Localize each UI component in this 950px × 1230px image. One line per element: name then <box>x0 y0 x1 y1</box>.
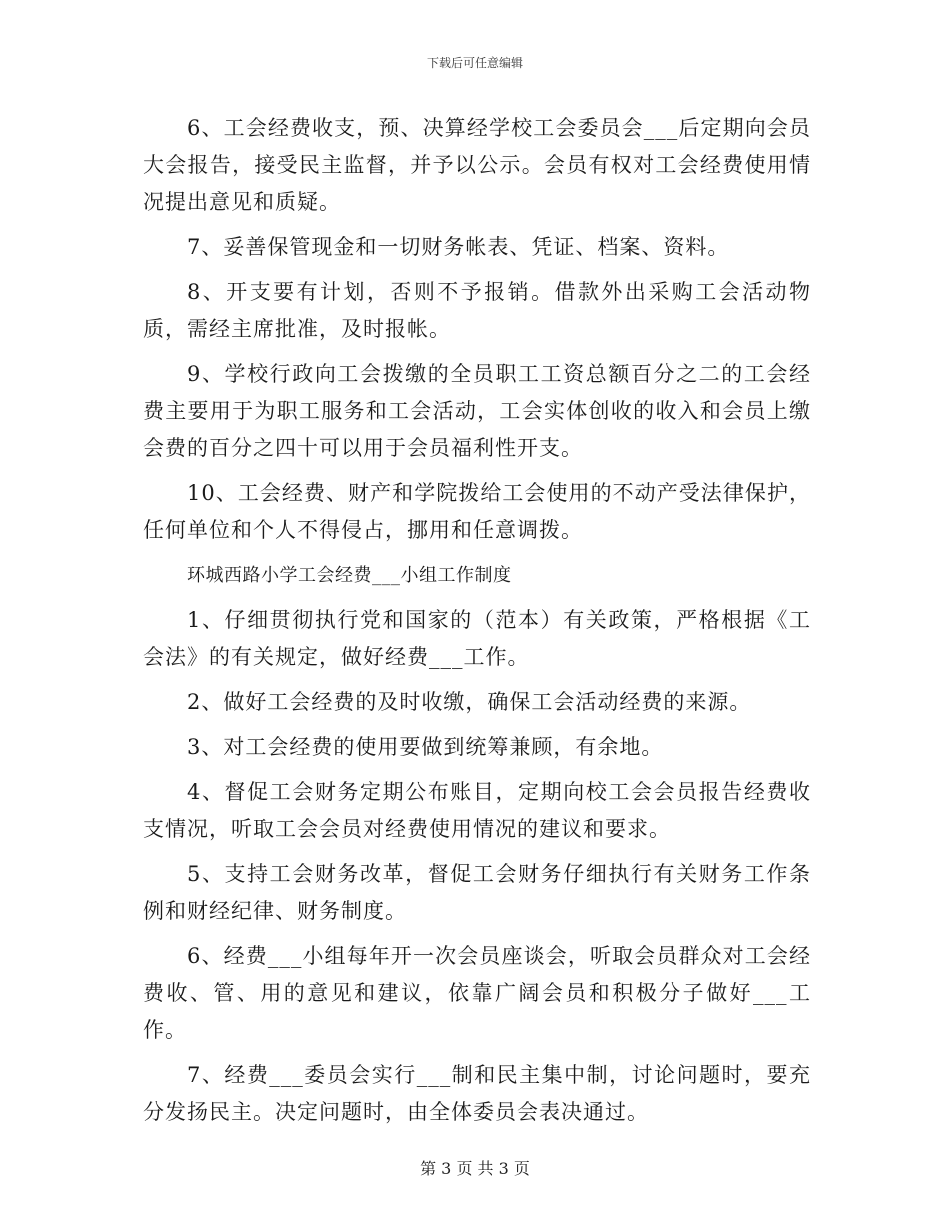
page-number: 第 3 页 共 3 页 <box>420 1159 530 1178</box>
rule-item-2: 2、做好工会经费的及时收缴，确保工会活动经费的来源。 <box>187 690 752 714</box>
paragraph-item-7: 7、妥善保管现金和一切财务帐表、凭证、档案、资料。 <box>187 235 730 259</box>
rule-item-6: 6、经费___小组每年开一次会员座谈会，听取会员群众对工会经费收、管、用的意见和建议，依靠广阔会员和积极分子做好___工作。 <box>143 944 811 1042</box>
document-body <box>143 110 811 1139</box>
rule-item-5: 5、支持工会财务改革，督促工会财务仔细执行有关财务工作条例和财经纪律、财务制度。 <box>143 862 811 923</box>
paragraph-item-9: 9、学校行政向工会拨缴的全员职工工资总额百分之二的工会经费主要用于为职工服务和工会活动，工会实体创收的收入和会员上缴会费的百分之四十可以用于会员福利性开支。 <box>143 362 811 460</box>
rule-item-7: 7、经费___委员会实行___制和民主集中制，讨论问题时，要充分发扬民主。决定问题时，由全体委员会表决通过。 <box>143 1063 811 1124</box>
section-title: 环城西路小学工会经费___小组工作制度 <box>187 565 512 586</box>
rule-item-1: 1、仔细贯彻执行党和国家的（范本）有关政策，严格根据《工会法》的有关规定，做好经费___工作。 <box>143 608 811 669</box>
header-note: 下载后可任意编辑 <box>426 56 523 70</box>
rule-item-3: 3、对工会经费的使用要做到统筹兼顾，有余地。 <box>187 735 664 759</box>
paragraph-item-10: 10、工会经费、财产和学院拨给工会使用的不动产受法律保护，任何单位和个人不得侵占，挪用和任意调拨。 <box>143 481 811 542</box>
paragraph-item-6: 6、工会经费收支，预、决算经学校工会委员会___后定期向会员大会报告，接受民主监督，并予以公示。会员有权对工会经费使用情况提出意见和质疑。 <box>143 116 811 214</box>
rule-item-4: 4、督促工会财务定期公布账目，定期向校工会会员报告经费收支情况，听取工会会员对经费使用情况的建议和要求。 <box>143 780 811 841</box>
paragraph-item-8: 8、开支要有计划，否则不予报销。借款外出采购工会活动物质，需经主席批准，及时报帐。 <box>143 280 811 341</box>
